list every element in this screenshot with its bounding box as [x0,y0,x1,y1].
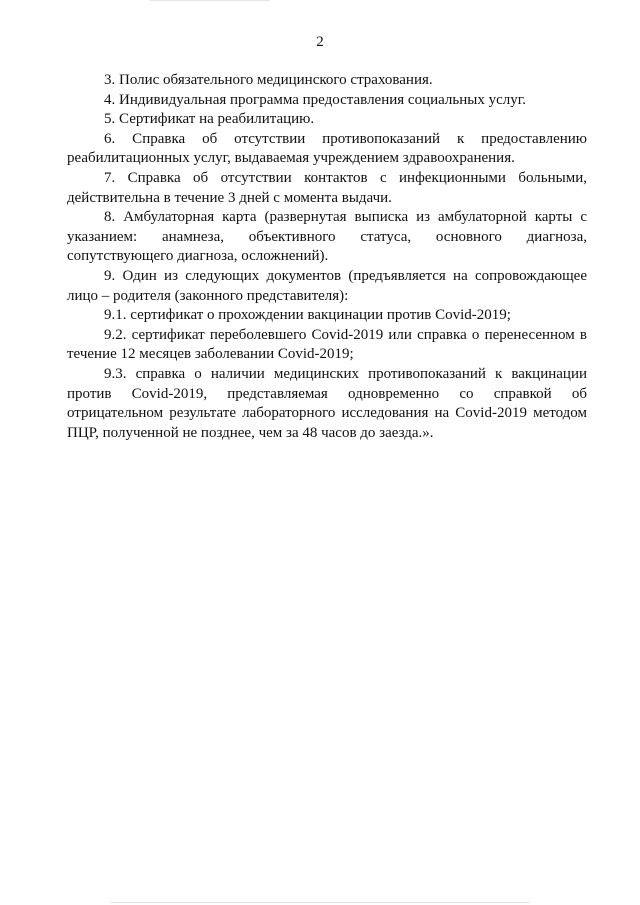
paragraph-item-4: 4. Индивидуальная программа предоставления социальных услуг. [104,91,526,108]
scan-edge-mark-top [150,0,270,1]
paragraph-item-9-3: 9.3. справка о наличии медицинских противопоказаний к вакцинации против Covid-2019, представляемая одновременно со справкой об отрицательном результате лабораторного исследования на Covid-2019 методом ПЦР, полученной не позднее, чем за 48 часов до заезда.». [67,365,587,441]
paragraph-item-9: 9. Один из следующих документов (предъявляется на сопровождающее лицо – родителя (законного представителя): [67,267,587,304]
paragraph-item-8: 8. Амбулаторная карта (развернутая выписка из амбулаторной карты с указанием: анамнеза, объективного статуса, основного диагноза, сопутствующего диагноза, осложнений). [67,209,587,265]
paragraph-item-3: 3. Полис обязательного медицинского страхования. [104,72,433,88]
paragraph-item-9-2: 9.2. сертификат переболевшего Covid-2019 или справка о перенесенном в течение 12 месяцев заболевании Covid-2019; [67,326,587,363]
page-number: 2 [316,34,324,50]
scan-edge-mark-bottom [110,902,530,903]
paragraph-item-7: 7. Справка об отсутствии контактов с инфекционными больными, действительна в течение 3 дней с момента выдачи. [67,169,587,206]
paragraph-item-5: 5. Сертификат на реабилитацию. [104,111,315,128]
paragraph-item-6: 6. Справка об отсутствии противопоказаний к предоставлению реабилитационных услуг, выдаваемая учреждением здравоохранения. [67,130,587,167]
document-body [67,71,587,443]
paragraph-item-9-1: 9.1. сертификат о прохождении вакцинации против Covid-2019; [104,307,511,324]
